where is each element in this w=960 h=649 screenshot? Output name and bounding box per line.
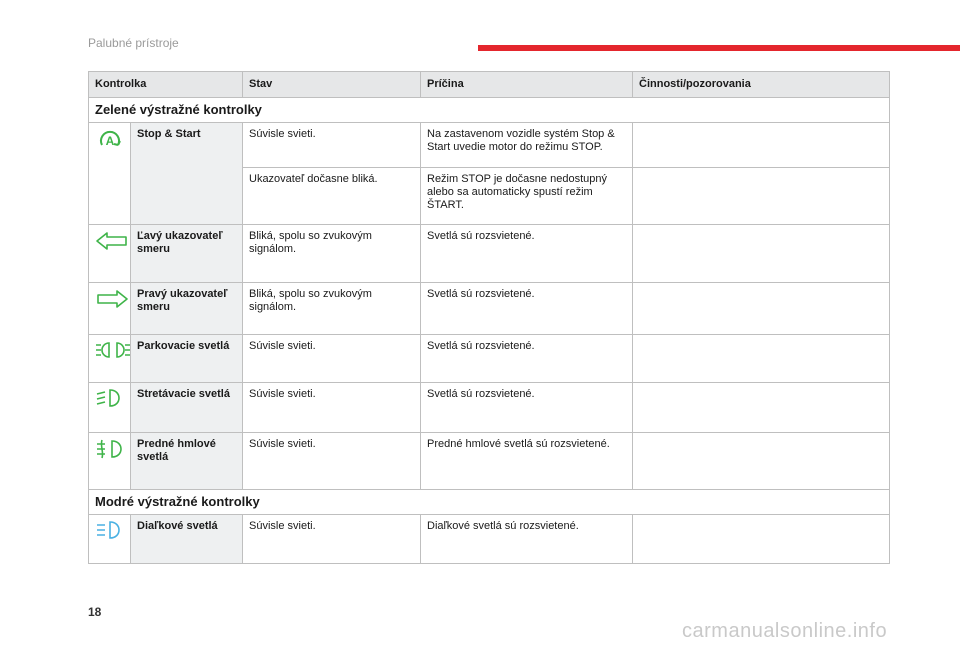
lamp-cause: Svetlá sú rozsvietené. <box>421 335 633 383</box>
front-fog-lights-icon <box>95 438 124 460</box>
lamp-state: Bliká, spolu so zvukovým signálom. <box>243 283 421 335</box>
dipped-beam-icon <box>95 388 124 408</box>
lamp-icon-cell <box>89 225 131 283</box>
lamp-icon-cell <box>89 123 131 225</box>
col-header-pricina: Príčina <box>421 72 633 98</box>
lamp-cause: Diaľkové svetlá sú rozsvietené. <box>421 515 633 564</box>
lamp-state: Súvisle svieti. <box>243 383 421 433</box>
col-header-cinnosti: Činnosti/pozorovania <box>633 72 890 98</box>
lamp-cause: Režim STOP je dočasne nedostupný alebo sa automaticky spustí režim ŠTART. <box>421 168 633 225</box>
lamp-state: Ukazovateľ dočasne bliká. <box>243 168 421 225</box>
lamp-cause: Predné hmlové svetlá sú rozsvietené. <box>421 433 633 490</box>
table-row <box>89 225 890 283</box>
lamp-icon-cell <box>89 283 131 335</box>
table-row <box>89 433 890 490</box>
table-row <box>89 383 890 433</box>
lamp-cause: Svetlá sú rozsvietené. <box>421 225 633 283</box>
lamp-actions <box>633 283 890 335</box>
lamp-name: Stretávacie svetlá <box>131 383 243 433</box>
lamp-actions <box>633 123 890 168</box>
page-header-title: Palubné prístroje <box>88 36 179 50</box>
page-number: 18 <box>88 605 102 619</box>
lamp-cause: Svetlá sú rozsvietené. <box>421 283 633 335</box>
lamp-actions <box>633 383 890 433</box>
main-beam-icon <box>95 520 124 540</box>
lamp-icon-cell <box>89 335 131 383</box>
table-row <box>89 123 890 168</box>
section-title-blue: Modré výstražné kontrolky <box>89 490 890 515</box>
section-title-green: Zelené výstražné kontrolky <box>89 98 890 123</box>
col-header-stav: Stav <box>243 72 421 98</box>
lamp-state: Bliká, spolu so zvukovým signálom. <box>243 225 421 283</box>
col-header-kontrolka: Kontrolka <box>89 72 243 98</box>
lamp-state: Súvisle svieti. <box>243 335 421 383</box>
warning-lamps-table <box>88 71 890 564</box>
lamp-name: Predné hmlové svetlá <box>131 433 243 490</box>
lamp-actions <box>633 168 890 225</box>
table-header-row <box>89 72 890 98</box>
lamp-name: Stop & Start <box>131 123 243 225</box>
lamp-name: Pravý ukazovateľ smeru <box>131 283 243 335</box>
lamp-state: Súvisle svieti. <box>243 123 421 168</box>
lamp-actions <box>633 225 890 283</box>
lamp-icon-cell <box>89 515 131 564</box>
watermark: carmanualsonline.info <box>682 620 888 642</box>
table-row <box>89 515 890 564</box>
left-arrow-icon <box>95 230 124 252</box>
lamp-actions <box>633 335 890 383</box>
lamp-icon-cell <box>89 383 131 433</box>
section-row-green <box>89 98 890 123</box>
lamp-actions <box>633 433 890 490</box>
lamp-icon-cell <box>89 433 131 490</box>
lamp-state: Súvisle svieti. <box>243 433 421 490</box>
lamp-cause: Na zastavenom vozidle systém Stop & Start uvedie motor do režimu STOP. <box>421 123 633 168</box>
stop-start-icon <box>95 128 124 150</box>
header-accent-bar <box>478 45 960 51</box>
section-row-blue <box>89 490 890 515</box>
table-row <box>89 335 890 383</box>
lamp-actions <box>633 515 890 564</box>
lamp-name: Ľavý ukazovateľ smeru <box>131 225 243 283</box>
lamp-cause: Svetlá sú rozsvietené. <box>421 383 633 433</box>
lamp-name: Parkovacie svetlá <box>131 335 243 383</box>
right-arrow-icon <box>95 288 124 310</box>
lamp-name: Diaľkové svetlá <box>131 515 243 564</box>
lamp-state: Súvisle svieti. <box>243 515 421 564</box>
table-row <box>89 283 890 335</box>
parking-lights-icon <box>95 340 124 360</box>
svg-text:A: A <box>105 134 114 148</box>
